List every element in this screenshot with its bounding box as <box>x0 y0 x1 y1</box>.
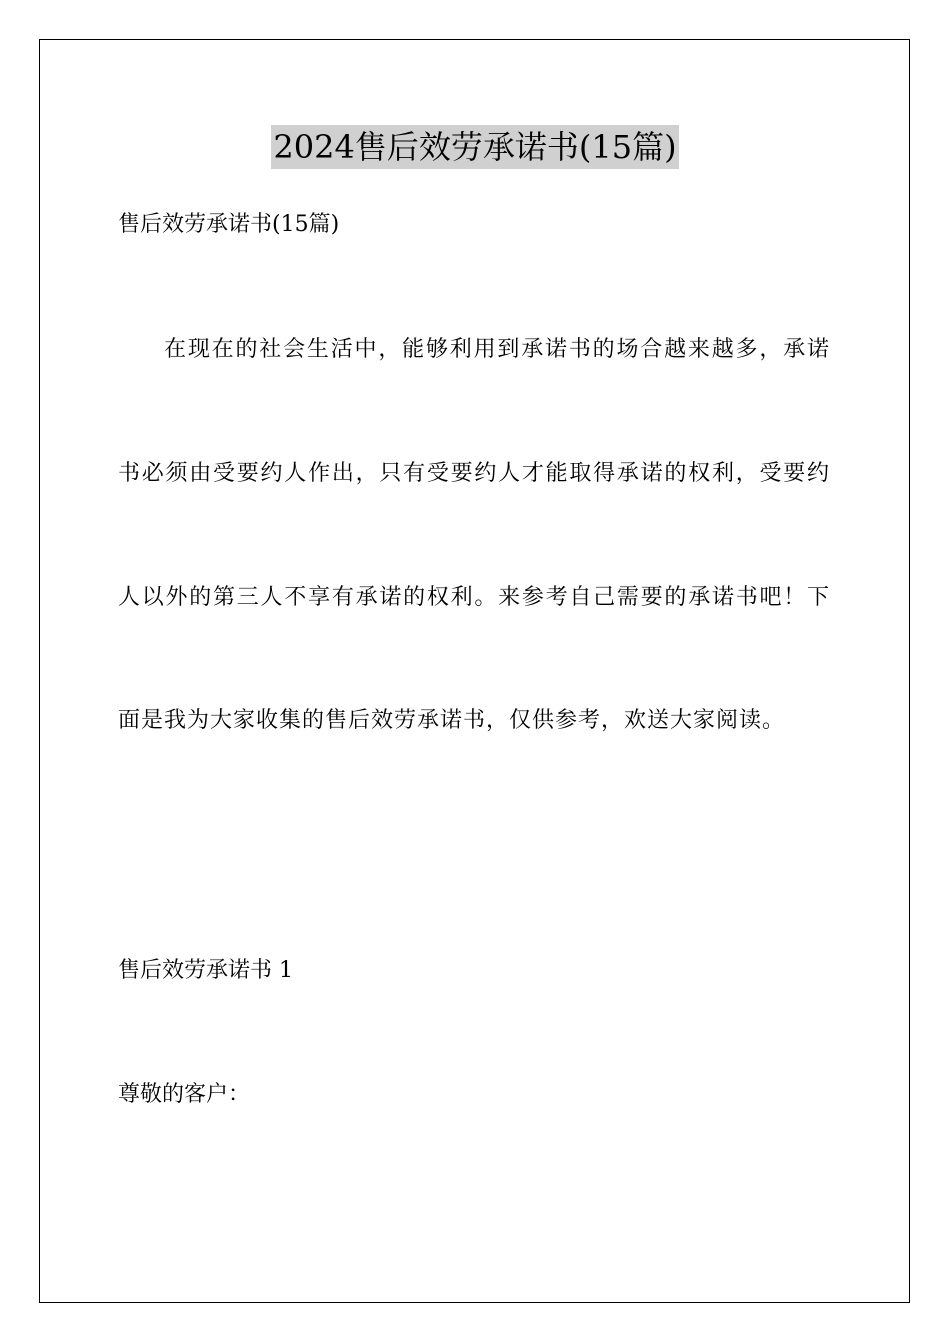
intro-paragraph-line-1: 在现在的社会生活中，能够利用到承诺书的场合越来越多，承诺 <box>164 337 830 362</box>
document-title <box>0 125 950 169</box>
document-subtitle: 售后效劳承诺书(15篇) <box>118 212 340 237</box>
intro-paragraph-line-3: 人以外的第三人不享有承诺的权利。来参考自己需要的承诺书吧！下 <box>118 585 830 610</box>
intro-paragraph-line-4: 面是我为大家收集的售后效劳承诺书，仅供参考，欢送大家阅读。 <box>118 708 786 733</box>
intro-paragraph-line-2: 书必须由受要约人作出，只有受要约人才能取得承诺的权利，受要约 <box>118 461 830 486</box>
salutation: 尊敬的客户： <box>118 1082 251 1107</box>
document-title-text: 2024售后效劳承诺书(15篇) <box>271 125 678 169</box>
section-heading: 售后效劳承诺书 1 <box>118 958 293 983</box>
